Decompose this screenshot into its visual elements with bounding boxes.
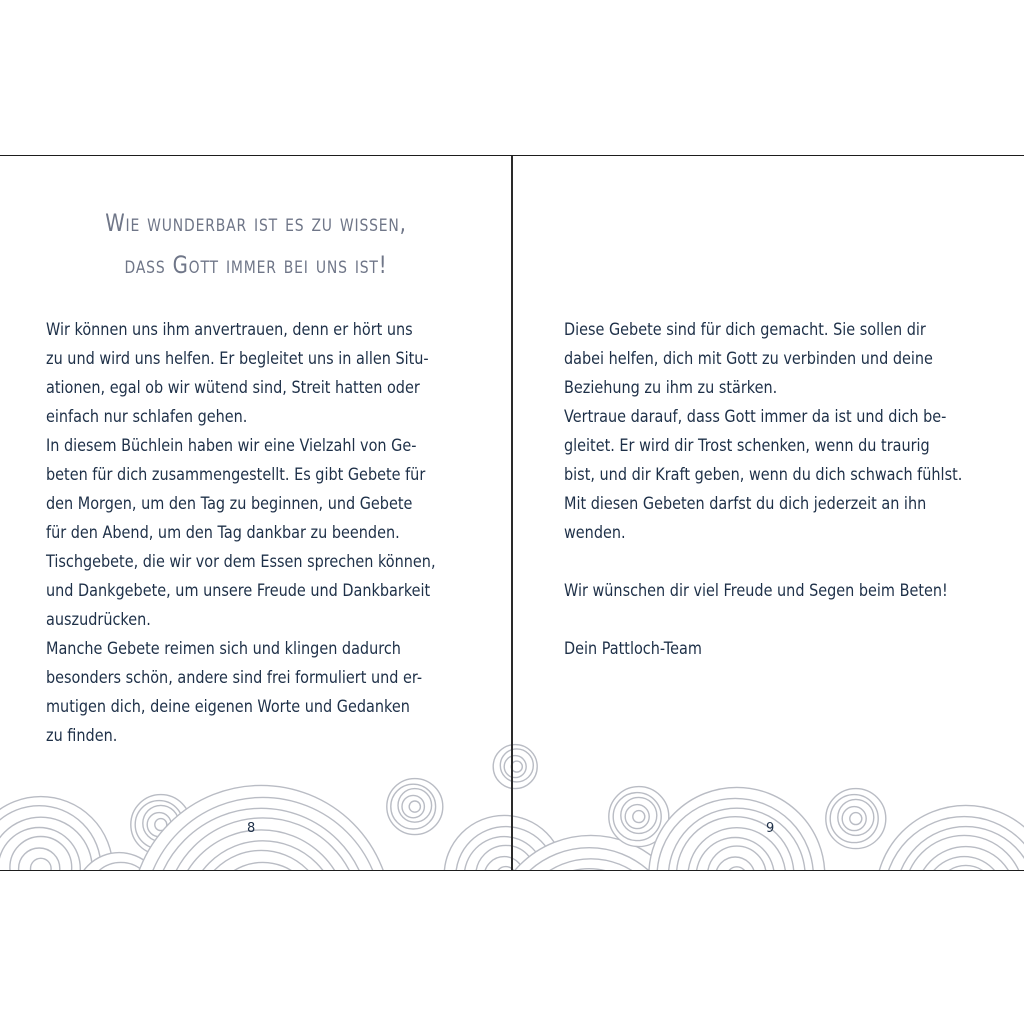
swirl-circle xyxy=(826,789,886,849)
swirl-circle xyxy=(876,805,1024,871)
body-line: Manche Gebete reimen sich und klingen dadurch xyxy=(46,638,401,658)
body-line xyxy=(564,605,1024,634)
body-line: besonders schön, andere sind frei formuliert und er- xyxy=(46,667,423,687)
body-line: Tischgebete, die wir vor dem Essen sprechen können, xyxy=(46,551,436,571)
body-line: Mit diesen Gebeten darfst du dich jederzeit an ihn xyxy=(564,493,927,513)
right-page-body-text xyxy=(564,315,1024,663)
left-page-body-text xyxy=(46,315,499,750)
body-line xyxy=(564,547,1024,576)
body-line: auszudrücken. xyxy=(46,609,151,629)
body-line: beten für dich zusammengestellt. Es gibt Gebete für xyxy=(46,464,426,484)
body-line: wenden. xyxy=(564,522,626,542)
body-line: Vertraue darauf, dass Gott immer da ist und dich be- xyxy=(564,406,947,426)
body-line: gleitet. Er wird dir Trost schenken, wenn du traurig xyxy=(564,435,930,455)
body-line: In diesem Büchlein haben wir eine Vielzahl von Ge- xyxy=(46,435,417,455)
body-line: mutigen dich, deine eigenen Worte und Gedanken xyxy=(46,696,410,716)
book-spread xyxy=(0,155,1024,871)
body-line: bist, und dir Kraft geben, wenn du dich schwach fühlst. xyxy=(564,464,963,484)
heading-line-2: dass Gott immer bei uns ist! xyxy=(124,251,388,279)
body-line: Wir wünschen dir viel Freude und Segen beim Beten! xyxy=(564,580,948,600)
body-line: Diese Gebete sind für dich gemacht. Sie sollen dir xyxy=(564,319,926,339)
page-number-right: 9 xyxy=(766,821,775,836)
page-heading xyxy=(0,202,512,286)
body-line: zu und wird uns helfen. Er begleitet uns in allen Situ- xyxy=(46,348,429,368)
body-line: dabei helfen, dich mit Gott zu verbinden und deine xyxy=(564,348,933,368)
body-line: für den Abend, um den Tag dankbar zu beenden. xyxy=(46,522,400,542)
body-line: Dein Pattloch-Team xyxy=(564,638,702,658)
swirl-circle xyxy=(387,779,443,835)
swirl-circle xyxy=(493,745,537,789)
body-line: einfach nur schlafen gehen. xyxy=(46,406,248,426)
body-line: zu finden. xyxy=(46,725,118,745)
heading-line-1: Wie wunderbar ist es zu wissen, xyxy=(105,209,407,237)
body-line: Wir können uns ihm anvertrauen, denn er hört uns xyxy=(46,319,413,339)
body-line: Beziehung zu ihm zu stärken. xyxy=(564,377,778,397)
body-line: den Morgen, um den Tag zu beginnen, und Gebete xyxy=(46,493,413,513)
page-number-left: 8 xyxy=(247,821,256,836)
body-line: ationen, egal ob wir wütend sind, Streit hatten oder xyxy=(46,377,420,397)
swirl-circle xyxy=(649,787,825,871)
body-line: und Dankgebete, um unsere Freude und Dankbarkeit xyxy=(46,580,431,600)
